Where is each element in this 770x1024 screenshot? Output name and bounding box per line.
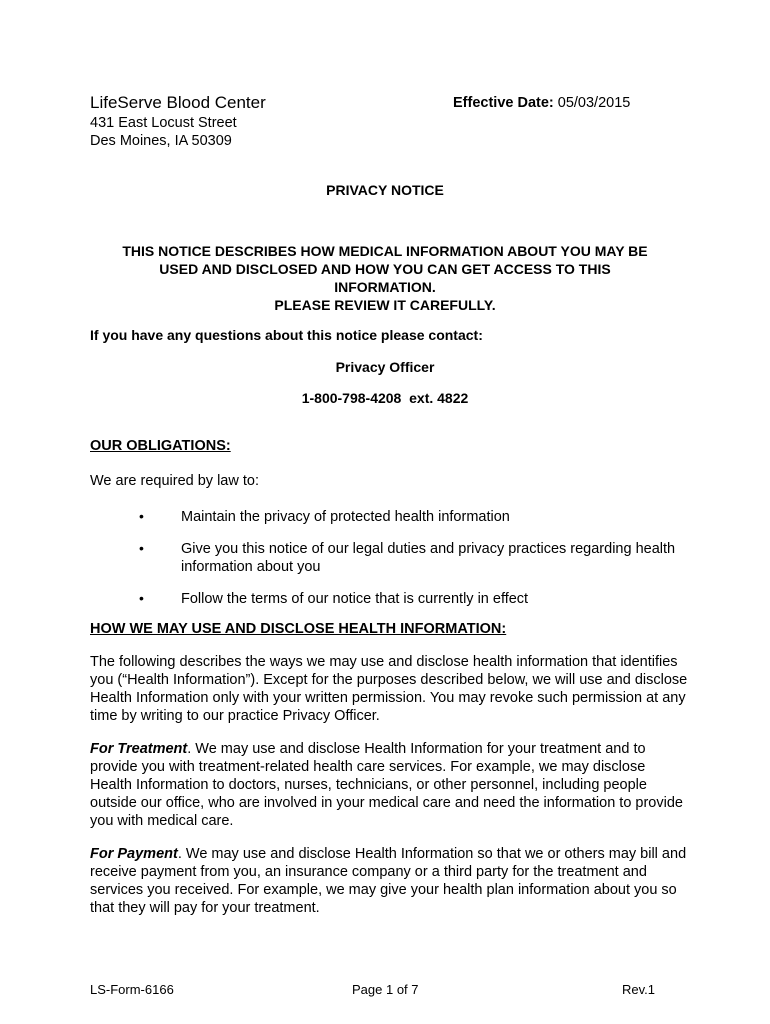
use-intro-paragraph: The following describes the ways we may use and disclose health information that identifies you (“Health Information”). Except for the purposes described below, we will use and disclose Health Information only with your written permission. You may revoke such permission at any time by writing to our practice Privacy Officer. (90, 654, 688, 724)
treatment-paragraph (90, 740, 690, 830)
notice-line-1: THIS NOTICE DESCRIBES HOW MEDICAL INFORMATION ABOUT YOU MAY BE (122, 243, 648, 259)
obligation-item: Give you this notice of our legal duties and privacy practices regarding health information about you (181, 541, 676, 575)
contact-phone: 1-800-798-4208 ext. 4822 (301, 390, 469, 406)
use-disclose-heading: HOW WE MAY USE AND DISCLOSE HEALTH INFORMATION: (90, 621, 507, 637)
page-title: PRIVACY NOTICE (326, 182, 444, 198)
treatment-text: . We may use and disclose Health Information for your treatment and to provide you with treatment-related health care services. For example, we may disclose Health Information to doctors, nurses, technicians, or other personnel, including people outside our office, who are involved in your medical care and need the information to provide you with medical care. (90, 741, 683, 829)
payment-label: For Payment (90, 846, 178, 862)
address-line-1: 431 East Locust Street (90, 115, 237, 131)
payment-text: . We may use and disclose Health Information so that we or others may bill and receive payment from you, an insurance company or a third party for the treatment and services you received. For example, we may give your health plan information about you so that they will pay for your treatment. (90, 846, 687, 916)
payment-paragraph (90, 845, 690, 917)
bullet-icon: • (139, 540, 144, 556)
bullet-icon: • (139, 508, 144, 524)
notice-line-3: INFORMATION. (334, 279, 436, 295)
footer-page-number: Page 1 of 7 (352, 982, 419, 997)
org-name: LifeServe Blood Center (90, 93, 266, 112)
contact-intro: If you have any questions about this notice please contact: (90, 327, 483, 343)
obligations-heading: OUR OBLIGATIONS: (90, 438, 231, 454)
notice-line-2: USED AND DISCLOSED AND HOW YOU CAN GET ACCESS TO THIS (159, 261, 611, 277)
obligations-intro: We are required by law to: (90, 473, 259, 489)
address-line-2: Des Moines, IA 50309 (90, 133, 232, 149)
footer-revision: Rev.1 (622, 982, 655, 997)
obligation-item: Maintain the privacy of protected health information (181, 509, 510, 525)
footer-form-id: LS-Form-6166 (90, 982, 174, 997)
effective-date-value: 05/03/2015 (557, 95, 631, 111)
notice-line-4: PLEASE REVIEW IT CAREFULLY. (274, 297, 496, 313)
treatment-label: For Treatment (90, 741, 188, 757)
effective-date (453, 95, 630, 111)
bullet-icon: • (139, 590, 144, 606)
obligation-item: Follow the terms of our notice that is currently in effect (181, 591, 529, 607)
privacy-officer: Privacy Officer (335, 359, 435, 375)
effective-date-label: Effective Date: (453, 95, 554, 111)
